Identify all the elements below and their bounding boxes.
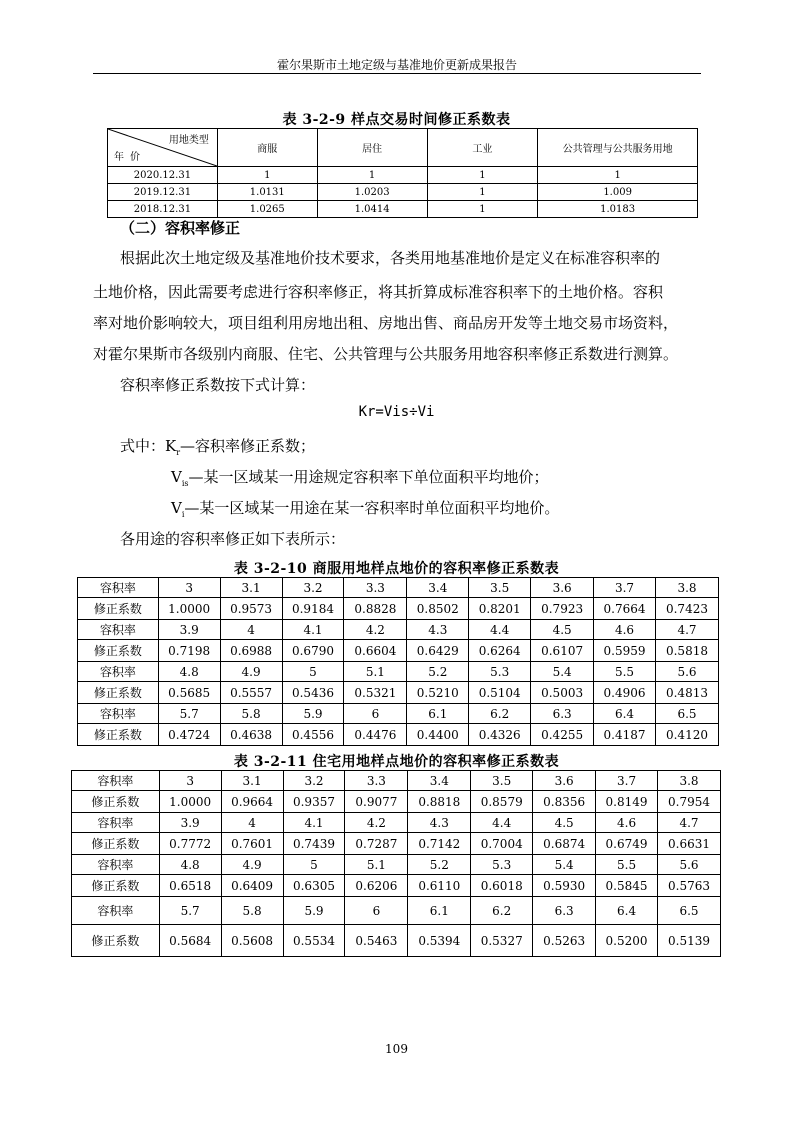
table-cell: 5.4 xyxy=(531,662,594,682)
table-cell: 5.9 xyxy=(282,704,344,724)
table-cell: 3.6 xyxy=(533,771,596,791)
table-cell: 0.5818 xyxy=(655,640,718,662)
table-cell: 3.2 xyxy=(282,578,344,598)
row-label-cell: 修正系数 xyxy=(78,724,159,746)
row-label-cell: 修正系数 xyxy=(72,925,160,957)
table-cell: 0.4255 xyxy=(531,724,594,746)
table1-header-cell: 公共管理与公共服务用地 xyxy=(538,129,698,167)
table-cell: 3.9 xyxy=(158,620,220,640)
table2-row xyxy=(78,640,719,662)
table-cell: 0.9357 xyxy=(283,791,345,813)
table2-row xyxy=(78,620,719,640)
table-cell: 0.5003 xyxy=(531,682,594,704)
table-cell: 0.5685 xyxy=(158,682,220,704)
table-cell: 0.9077 xyxy=(345,791,408,813)
table-cell: 0.7664 xyxy=(594,598,656,620)
table-cell: 0.5104 xyxy=(469,682,531,704)
table-cell: 6.4 xyxy=(596,897,658,925)
definition-vis xyxy=(171,467,549,494)
table-cell: 5.6 xyxy=(658,855,721,875)
table-cell: 3.1 xyxy=(220,578,282,598)
table-cell: 0.6790 xyxy=(282,640,344,662)
table3-row xyxy=(72,925,721,957)
table-cell: 5.8 xyxy=(220,704,282,724)
table-cell: 1.009 xyxy=(538,184,698,201)
commercial-far-correction-table xyxy=(77,577,719,746)
table-cell: 0.6305 xyxy=(283,875,345,897)
table-cell: 5.2 xyxy=(408,855,471,875)
table-cell: 0.6874 xyxy=(533,833,596,855)
table-cell: 0.6264 xyxy=(469,640,531,662)
table3-row xyxy=(72,833,721,855)
table-cell: 1.0183 xyxy=(538,201,698,218)
table-cell: 0.7772 xyxy=(159,833,221,855)
table-cell: 3 xyxy=(159,771,221,791)
table-cell: 0.6604 xyxy=(344,640,407,662)
table1-corner-cell xyxy=(108,129,218,167)
table-cell: 6 xyxy=(344,704,407,724)
table-cell: 0.9664 xyxy=(221,791,283,813)
table-cell: 4.2 xyxy=(344,620,407,640)
formula: Kr=Vis÷Vi xyxy=(358,404,435,420)
table-cell: 4.3 xyxy=(408,813,471,833)
table-cell: 0.7142 xyxy=(408,833,471,855)
table-cell: 0.4400 xyxy=(407,724,469,746)
table-cell: 6.4 xyxy=(594,704,656,724)
table-cell: 1.0000 xyxy=(159,791,221,813)
table-cell: 0.6409 xyxy=(221,875,283,897)
table-cell: 3.3 xyxy=(345,771,408,791)
table-cell: 0.5845 xyxy=(596,875,658,897)
table-cell: 0.5263 xyxy=(533,925,596,957)
table-cell: 0.6749 xyxy=(596,833,658,855)
table-cell: 4.1 xyxy=(282,620,344,640)
table-cell: 0.5394 xyxy=(408,925,471,957)
table-cell: 4.2 xyxy=(345,813,408,833)
table-cell: 4.4 xyxy=(469,620,531,640)
formula-intro: 容积率修正系数按下式计算： xyxy=(120,376,316,394)
table-cell: 3.1 xyxy=(221,771,283,791)
table-cell: 0.5463 xyxy=(345,925,408,957)
table-cell: 5.3 xyxy=(471,855,533,875)
table-cell: 0.5763 xyxy=(658,875,721,897)
table-cell: 0.7287 xyxy=(345,833,408,855)
table-cell: 5.9 xyxy=(283,897,345,925)
table-cell: 0.5210 xyxy=(407,682,469,704)
table2-caption: 表 3-2-10 商服用地样点地价的容积率修正系数表 xyxy=(233,561,560,577)
table-cell: 0.6631 xyxy=(658,833,721,855)
table-cell: 0.4556 xyxy=(282,724,344,746)
header-rule xyxy=(93,73,701,74)
table-cell: 4.9 xyxy=(221,855,283,875)
table-cell: 1.0131 xyxy=(217,184,317,201)
row-label-cell: 容积率 xyxy=(78,620,159,640)
table-cell: 4.4 xyxy=(471,813,533,833)
paragraph-line: 率对地价影响较大，项目组利用房地出租、房地出售、商品房开发等土地交易市场资料， xyxy=(93,314,679,332)
table-cell: 0.9184 xyxy=(282,598,344,620)
table-cell: 5.4 xyxy=(533,855,596,875)
row-label-cell: 容积率 xyxy=(72,771,160,791)
paragraph-line: 对霍尔果斯市各级别内商服、住宅、公共管理与公共服务用地容积率修正系数进行测算。 xyxy=(93,345,679,363)
table-cell: 6.1 xyxy=(407,704,469,724)
table-intro: 各用途的容积率修正如下表所示： xyxy=(120,530,346,548)
table-cell: 3.7 xyxy=(596,771,658,791)
section-title: （二）容积率修正 xyxy=(120,219,241,237)
row-label-cell: 容积率 xyxy=(78,578,159,598)
table-cell: 0.7954 xyxy=(658,791,721,813)
table1-row xyxy=(108,167,698,184)
table-cell: 0.7423 xyxy=(655,598,718,620)
def-text: —某一区域某一用途在某一容积率时单位面积平均地价。 xyxy=(184,499,560,517)
table-cell: 0.4326 xyxy=(469,724,531,746)
table-cell: 6.2 xyxy=(471,897,533,925)
table-cell: 0.8828 xyxy=(344,598,407,620)
table2-row xyxy=(78,598,719,620)
def-subscript: is xyxy=(181,479,189,488)
table-cell: 0.5436 xyxy=(282,682,344,704)
def-text: —容积率修正系数； xyxy=(180,437,316,455)
row-label-cell: 修正系数 xyxy=(72,791,160,813)
row-label-cell: 修正系数 xyxy=(72,833,160,855)
definition-kr xyxy=(120,436,315,463)
definition-vi xyxy=(171,498,559,525)
table-cell: 0.7923 xyxy=(531,598,594,620)
table-cell: 0.4724 xyxy=(158,724,220,746)
paragraph-line: 根据此次土地定级及基准地价技术要求，各类用地基准地价是定义在标准容积率的 xyxy=(120,249,661,267)
table-cell: 0.5534 xyxy=(283,925,345,957)
table-cell: 4 xyxy=(220,620,282,640)
table-cell: 0.4638 xyxy=(220,724,282,746)
table-cell: 0.6988 xyxy=(220,640,282,662)
table-cell: 0.6206 xyxy=(345,875,408,897)
table-cell: 0.4187 xyxy=(594,724,656,746)
table-cell: 5.5 xyxy=(596,855,658,875)
table-cell: 4.6 xyxy=(596,813,658,833)
table-cell: 6.3 xyxy=(533,897,596,925)
table-cell: 1 xyxy=(427,184,538,201)
page-number: 109 xyxy=(385,1042,408,1056)
table-cell: 5.1 xyxy=(344,662,407,682)
table-cell: 6.3 xyxy=(531,704,594,724)
table3-row xyxy=(72,897,721,925)
table-cell: 1 xyxy=(317,167,427,184)
table-cell: 6.5 xyxy=(658,897,721,925)
table-cell: 4.7 xyxy=(658,813,721,833)
table-cell: 0.6110 xyxy=(408,875,471,897)
table-cell: 3.5 xyxy=(471,771,533,791)
table-cell: 6 xyxy=(345,897,408,925)
table-cell: 1 xyxy=(427,167,538,184)
def-text: V xyxy=(171,468,182,486)
table-cell: 0.5139 xyxy=(658,925,721,957)
table-cell: 0.5200 xyxy=(596,925,658,957)
table2-row xyxy=(78,704,719,724)
def-subscript: r xyxy=(176,448,181,457)
table-cell: 4 xyxy=(221,813,283,833)
table-cell: 1 xyxy=(427,201,538,218)
table-cell: 6.2 xyxy=(469,704,531,724)
table-cell: 3.4 xyxy=(408,771,471,791)
table-cell: 0.5684 xyxy=(159,925,221,957)
table-cell: 3.8 xyxy=(655,578,718,598)
table-cell: 0.5930 xyxy=(533,875,596,897)
table-cell: 1.0203 xyxy=(317,184,427,201)
table2-row xyxy=(78,662,719,682)
table-cell: 4.5 xyxy=(533,813,596,833)
table-cell: 3.7 xyxy=(594,578,656,598)
table-cell: 0.5608 xyxy=(221,925,283,957)
row-label-cell: 容积率 xyxy=(72,855,160,875)
table-cell: 3.2 xyxy=(283,771,345,791)
table2-row xyxy=(78,682,719,704)
row-label-cell: 容积率 xyxy=(72,813,160,833)
table-cell: 0.8818 xyxy=(408,791,471,813)
def-text: —某一区域某一用途规定容积率下单位面积平均地价； xyxy=(188,468,549,486)
table-cell: 0.9573 xyxy=(220,598,282,620)
table-cell: 5.8 xyxy=(221,897,283,925)
table-cell: 0.8579 xyxy=(471,791,533,813)
table1-caption: 表 3-2-9 样点交易时间修正系数表 xyxy=(282,112,511,128)
table1-header-cell: 工业 xyxy=(427,129,538,167)
table-cell: 5.3 xyxy=(469,662,531,682)
table3-caption: 表 3-2-11 住宅用地样点地价的容积率修正系数表 xyxy=(233,754,560,770)
table-cell: 3.9 xyxy=(159,813,221,833)
table-cell: 0.4476 xyxy=(344,724,407,746)
row-label-cell: 修正系数 xyxy=(78,640,159,662)
table-cell: 0.8356 xyxy=(533,791,596,813)
table-cell: 1.0414 xyxy=(317,201,427,218)
corner-top-label: 用地类型 xyxy=(168,135,209,146)
table-cell: 5.5 xyxy=(594,662,656,682)
table-cell: 0.5959 xyxy=(594,640,656,662)
table-cell: 0.7198 xyxy=(158,640,220,662)
table-cell: 4.3 xyxy=(407,620,469,640)
row-label-cell: 2020.12.31 xyxy=(108,167,218,184)
def-subscript: i xyxy=(181,510,185,519)
table-cell: 3.6 xyxy=(531,578,594,598)
table-cell: 5 xyxy=(283,855,345,875)
table-cell: 4.8 xyxy=(159,855,221,875)
table-cell: 0.7004 xyxy=(471,833,533,855)
row-label-cell: 修正系数 xyxy=(78,598,159,620)
table-cell: 0.5321 xyxy=(344,682,407,704)
table-cell: 4.7 xyxy=(655,620,718,640)
table-cell: 6.5 xyxy=(655,704,718,724)
table-cell: 5.6 xyxy=(655,662,718,682)
table-cell: 0.5327 xyxy=(471,925,533,957)
table3-row xyxy=(72,791,721,813)
row-label-cell: 容积率 xyxy=(78,662,159,682)
time-correction-table xyxy=(107,128,698,218)
def-text: V xyxy=(171,499,182,517)
table-cell: 3 xyxy=(158,578,220,598)
table-cell: 0.6018 xyxy=(471,875,533,897)
paragraph-line: 土地价格，因此需要考虑进行容积率修正，将其折算成标准容积率下的土地价格。容积 xyxy=(93,283,664,301)
table-cell: 5.2 xyxy=(407,662,469,682)
table2-row xyxy=(78,578,719,598)
table-cell: 5.1 xyxy=(345,855,408,875)
row-label-cell: 修正系数 xyxy=(78,682,159,704)
table-cell: 0.7601 xyxy=(221,833,283,855)
corner-bottom-label: 年价 xyxy=(114,152,146,163)
table-cell: 3.3 xyxy=(344,578,407,598)
table-cell: 0.4813 xyxy=(655,682,718,704)
table-cell: 1.0000 xyxy=(158,598,220,620)
table1-header-cell: 居住 xyxy=(317,129,427,167)
table-cell: 3.4 xyxy=(407,578,469,598)
row-label-cell: 容积率 xyxy=(72,897,160,925)
table1-header-cell: 商服 xyxy=(217,129,317,167)
table-cell: 5.7 xyxy=(159,897,221,925)
row-label-cell: 2019.12.31 xyxy=(108,184,218,201)
table-cell: 0.4120 xyxy=(655,724,718,746)
table-cell: 4.6 xyxy=(594,620,656,640)
def-text: 式中：K xyxy=(120,437,177,455)
table-cell: 0.6518 xyxy=(159,875,221,897)
table-cell: 5 xyxy=(282,662,344,682)
table-cell: 4.5 xyxy=(531,620,594,640)
table-cell: 0.8502 xyxy=(407,598,469,620)
table2-row xyxy=(78,724,719,746)
table-cell: 0.7439 xyxy=(283,833,345,855)
table-cell: 1 xyxy=(538,167,698,184)
table-cell: 0.6107 xyxy=(531,640,594,662)
table3-row xyxy=(72,771,721,791)
table1-row xyxy=(108,201,698,218)
table-cell: 1.0265 xyxy=(217,201,317,218)
table-cell: 4.1 xyxy=(283,813,345,833)
table-cell: 5.7 xyxy=(158,704,220,724)
row-label-cell: 容积率 xyxy=(78,704,159,724)
table-cell: 1 xyxy=(217,167,317,184)
table-cell: 0.5557 xyxy=(220,682,282,704)
table-cell: 0.4906 xyxy=(594,682,656,704)
table3-row xyxy=(72,875,721,897)
table-cell: 3.8 xyxy=(658,771,721,791)
table-cell: 0.6429 xyxy=(407,640,469,662)
table1-row xyxy=(108,184,698,201)
page-header: 霍尔果斯市土地定级与基准地价更新成果报告 xyxy=(276,58,517,72)
row-label-cell: 修正系数 xyxy=(72,875,160,897)
table-cell: 0.8149 xyxy=(596,791,658,813)
table3-row xyxy=(72,855,721,875)
table3-row xyxy=(72,813,721,833)
table-cell: 6.1 xyxy=(408,897,471,925)
table-cell: 4.8 xyxy=(158,662,220,682)
residential-far-correction-table xyxy=(71,770,721,957)
table-cell: 4.9 xyxy=(220,662,282,682)
table-cell: 3.5 xyxy=(469,578,531,598)
row-label-cell: 2018.12.31 xyxy=(108,201,218,218)
table-cell: 0.8201 xyxy=(469,598,531,620)
